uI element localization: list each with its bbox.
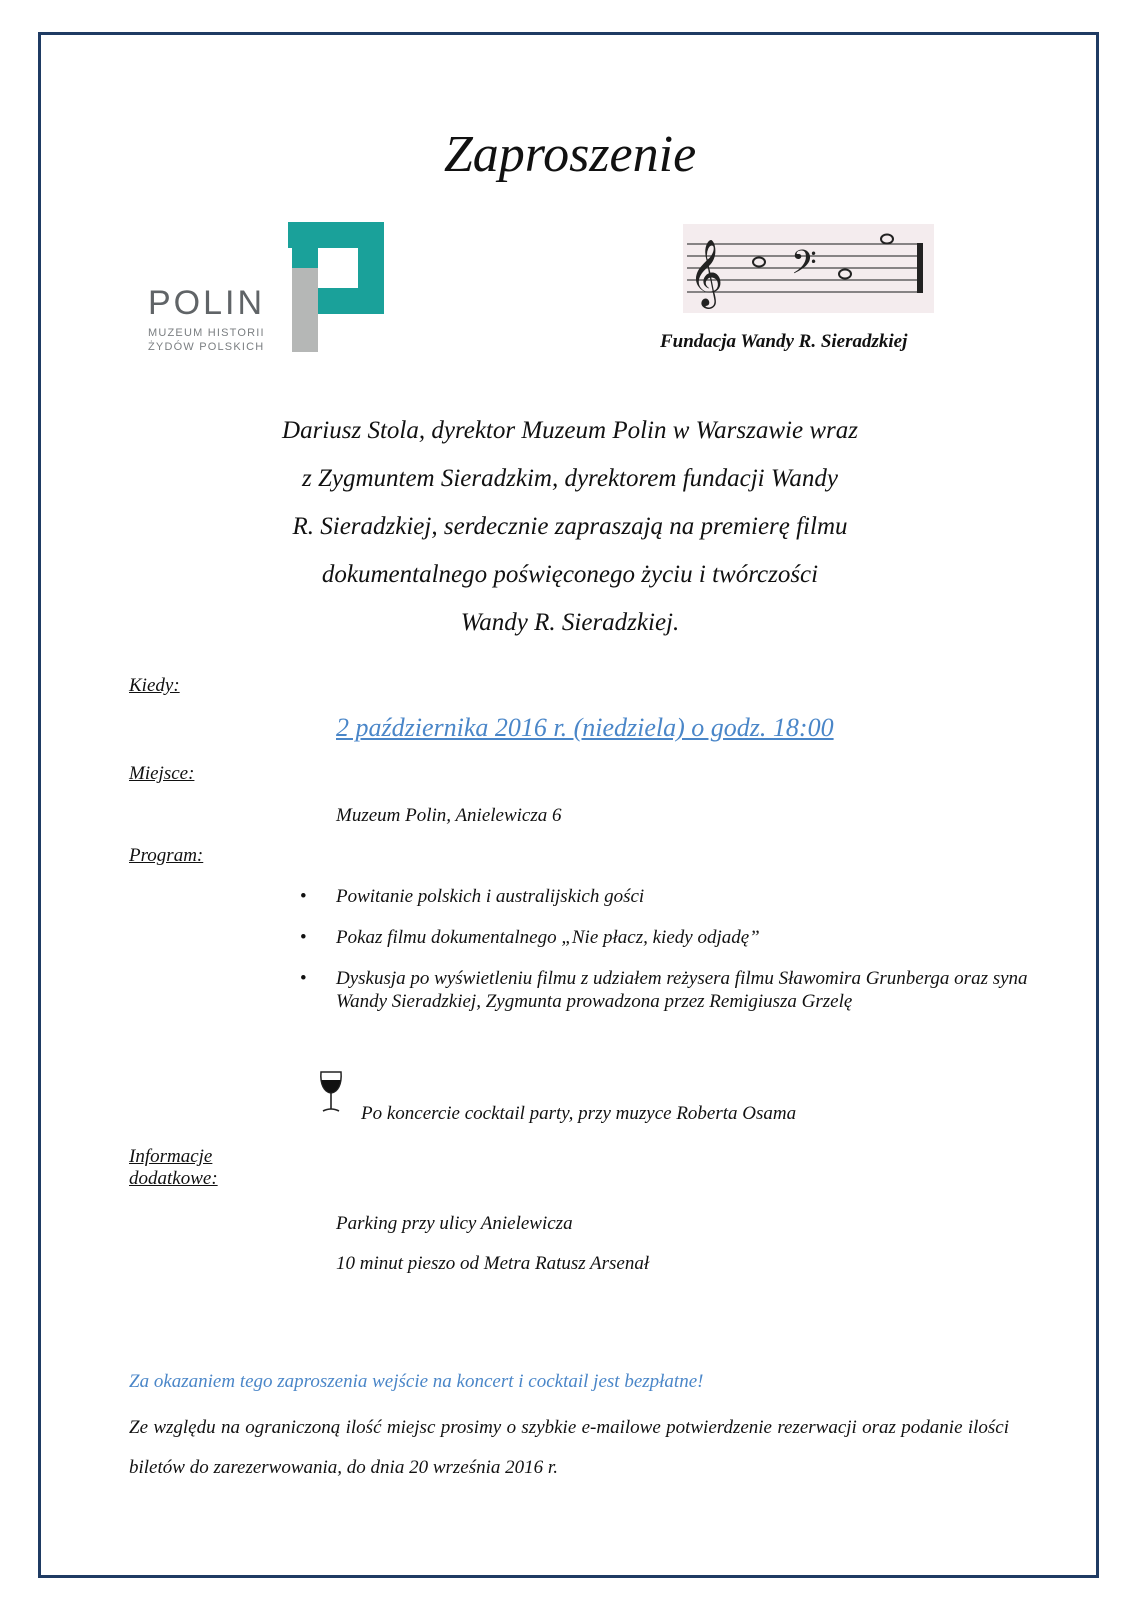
- event-date: 2 października 2016 r. (niedziela) o godz. 18:00: [336, 713, 834, 742]
- intro-text: [170, 407, 970, 647]
- cocktail-info: Po koncercie cocktail party, przy muzyce Roberta Osama: [361, 1103, 797, 1124]
- music-staff-icon: [683, 224, 934, 313]
- program-list: [336, 885, 1036, 1031]
- polin-logo: [148, 222, 388, 362]
- program-label: Program:: [129, 845, 204, 866]
- informacje-label-line: Informacje: [129, 1146, 213, 1167]
- svg-text:𝄢: 𝄢: [791, 244, 817, 290]
- polin-logo-name: POLIN: [148, 284, 266, 322]
- intro-line: Dariusz Stola, dyrektor Muzeum Polin w Warszawie wraz: [282, 417, 858, 444]
- metro-info: 10 minut pieszo od Metra Ratusz Arsenał: [336, 1253, 650, 1274]
- informacje-label-line: dodatkowe:: [129, 1168, 218, 1189]
- polin-mark-hole: [318, 268, 358, 288]
- program-item: • Powitanie polskich i australijskich gości: [336, 885, 1036, 908]
- polin-mark-gray-bar: [292, 268, 318, 352]
- free-entry-note: Za okazaniem tego zaproszenia wejście na koncert i cocktail jest bezpłatne!: [129, 1371, 704, 1392]
- intro-line: dokumentalnego poświęconego życiu i twórczości: [321, 561, 819, 588]
- svg-text:𝄞: 𝄞: [689, 238, 724, 306]
- informacje-label: [129, 1146, 218, 1190]
- page-title: Zaproszenie: [443, 126, 697, 183]
- wine-glass-icon: [318, 1070, 344, 1114]
- parking-info: Parking przy ulicy Anielewicza: [336, 1213, 573, 1234]
- polin-logo-mark-icon: [288, 222, 388, 352]
- intro-line: R. Sieradzkiej, serdecznie zapraszają na premierę filmu: [292, 513, 848, 540]
- polin-logo-subtitle-2: ŻYDÓW POLSKICH: [148, 341, 265, 353]
- miejsce-label: Miejsce:: [129, 763, 195, 784]
- event-place: Muzeum Polin, Anielewicza 6: [336, 805, 562, 826]
- reservation-note: Ze względu na ograniczoną ilość miejsc prosimy o szybkie e-mailowe potwierdzenie rezerwacji oraz podanie ilości biletów do zarezerwowania, do dnia 20 września 2016 r.: [129, 1417, 1009, 1478]
- kiedy-label: Kiedy:: [129, 675, 180, 696]
- program-item: • Pokaz filmu dokumentalnego „Nie płacz, kiedy odjadę”: [336, 926, 1036, 949]
- polin-logo-subtitle-1: MUZEUM HISTORII: [148, 327, 265, 339]
- fundacja-name: Fundacja Wandy R. Sieradzkiej: [660, 331, 908, 352]
- program-item: • Dyskusja po wyświetleniu filmu z udziałem reżysera filmu Sławomira Grunberga oraz syna Wandy Sieradzkiej, Zygmunta prowadzona przez Remigiusza Grzelę: [336, 967, 1036, 1013]
- intro-line: Wandy R. Sieradzkiej.: [460, 609, 680, 636]
- intro-line: z Zygmuntem Sieradzkim, dyrektorem fundacji Wandy: [301, 465, 839, 492]
